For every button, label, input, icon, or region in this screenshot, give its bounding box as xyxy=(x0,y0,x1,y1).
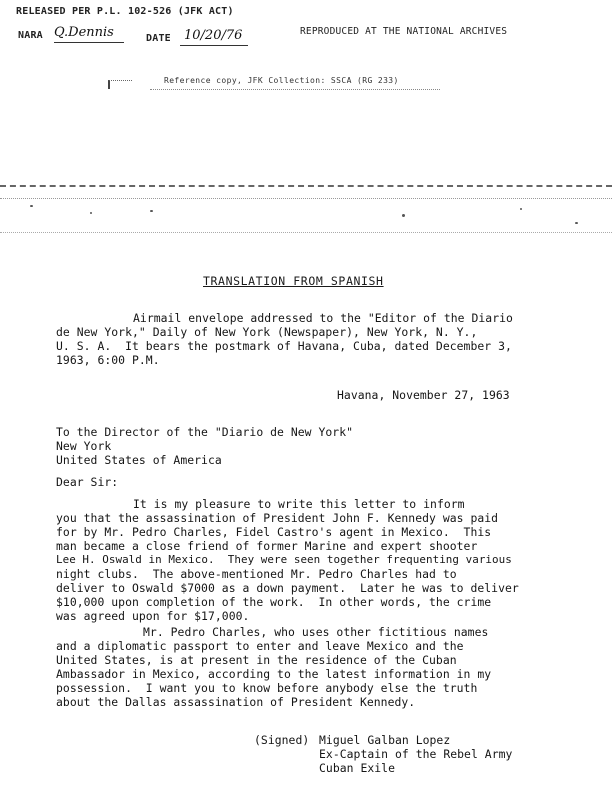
paragraph1-line: night clubs. The above-mentioned Mr. Pedro Charles had to xyxy=(56,567,457,581)
signer-name: Miguel Galban Lopez xyxy=(319,733,451,747)
document-heading: TRANSLATION FROM SPANISH xyxy=(203,274,384,288)
release-stamp-line: RELEASED PER P.L. 102-526 (JFK ACT) xyxy=(16,6,234,17)
speck xyxy=(30,205,33,207)
addressee-line-3: United States of America xyxy=(56,453,222,467)
reference-line: Reference copy, JFK Collection: SSCA (RG 233) xyxy=(164,76,399,85)
signed-label: (Signed) xyxy=(254,733,310,747)
date-label: DATE xyxy=(146,33,171,44)
speck xyxy=(402,214,405,217)
scan-line xyxy=(0,185,612,187)
paragraph1-line: Lee H. Oswald in Mexico. They were seen together frequenting various xyxy=(56,553,512,566)
addressee-line-1: To the Director of the "Diario de New York" xyxy=(56,425,354,439)
paragraph1-line: $10,000 upon completion of the work. In other words, the crime xyxy=(56,595,492,609)
date-value: 10/20/76 xyxy=(184,28,243,43)
paragraph2-line: Mr. Pedro Charles, who uses other fictitious names xyxy=(143,625,489,639)
paragraph1-line: was agreed upon for $17,000. xyxy=(56,609,250,623)
scan-line-faint-2 xyxy=(0,232,612,233)
paragraph2-line: Ambassador in Mexico, according to the latest information in my xyxy=(56,667,492,681)
bracket-mark xyxy=(108,80,132,89)
envelope-line-2: de New York," Daily of New York (Newspaper), New York, N. Y., xyxy=(56,325,478,339)
nara-label: NARA xyxy=(18,30,43,41)
paragraph1-line: It is my pleasure to write this letter to inform xyxy=(133,497,465,511)
paragraph1-line: man became a close friend of former Marine and expert shooter xyxy=(56,539,478,553)
speck xyxy=(575,222,578,224)
reference-dots xyxy=(150,89,440,90)
speck xyxy=(520,208,522,210)
envelope-line-4: 1963, 6:00 P.M. xyxy=(56,353,160,367)
envelope-line-3: U. S. A. It bears the postmark of Havana, Cuba, dated December 3, xyxy=(56,339,512,353)
paragraph2-line: and a diplomatic passport to enter and leave Mexico and the xyxy=(56,639,464,653)
nara-signature: Q.Dennis xyxy=(54,25,114,40)
speck xyxy=(90,212,92,214)
date-underline xyxy=(180,45,248,46)
addressee-line-2: New York xyxy=(56,439,112,453)
paragraph2-line: United States, is at present in the residence of the Cuban xyxy=(56,653,457,667)
signer-title: Ex-Captain of the Rebel Army xyxy=(319,747,513,761)
paragraph1-line: for by Mr. Pedro Charles, Fidel Castro's agent in Mexico. This xyxy=(56,525,492,539)
paragraph2-line: possession. I want you to know before anybody else the truth xyxy=(56,681,478,695)
reproduced-stamp: REPRODUCED AT THE NATIONAL ARCHIVES xyxy=(300,26,508,37)
nara-underline xyxy=(54,42,124,43)
paragraph2-line: about the Dallas assassination of President Kennedy. xyxy=(56,695,416,709)
signer-note: Cuban Exile xyxy=(319,761,395,775)
speck xyxy=(150,210,153,212)
envelope-line-1: Airmail envelope addressed to the "Editor of the Diario xyxy=(133,311,513,325)
dateline: Havana, November 27, 1963 xyxy=(337,388,510,402)
paragraph1-line: deliver to Oswald $7000 as a down payment. Later he was to deliver xyxy=(56,581,519,595)
paragraph1-line: you that the assassination of President John F. Kennedy was paid xyxy=(56,511,499,525)
salutation: Dear Sir: xyxy=(56,475,119,489)
scan-line-faint xyxy=(0,198,612,199)
